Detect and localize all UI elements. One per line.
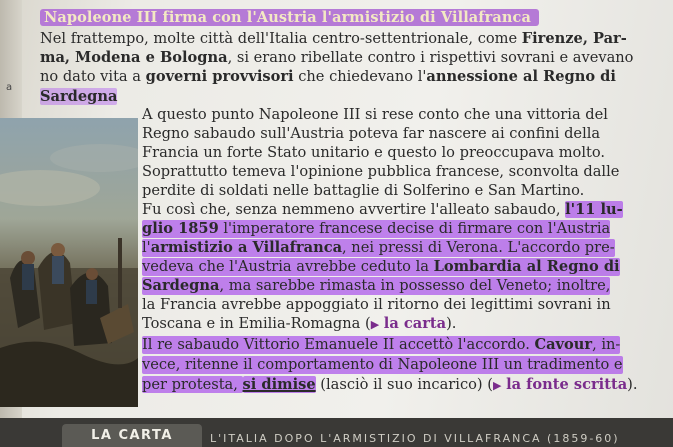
battle-painting [0, 118, 138, 407]
text-bold: Cavour [534, 336, 593, 353]
text-line-5 [142, 106, 608, 124]
text-span: no dato vita a [40, 68, 146, 85]
map-reference-link[interactable]: la carta [383, 315, 447, 332]
source-ref-arrow-icon: ▶ [492, 379, 502, 392]
text-span: , si erano ribellate contro i rispettivi sovrani e avevano [227, 49, 634, 66]
text-line-15 [142, 296, 611, 314]
text-span: , ma sarebbe rimasta in possesso del Veneto; inoltre, [219, 277, 611, 294]
text-span: (lasciò il suo incarico) ( [315, 376, 493, 393]
text-span: Toscana e in Emilia-Romagna ( [142, 315, 371, 332]
text-bold-highlight: l'11 lu- [565, 201, 623, 218]
text-line-7 [142, 144, 605, 162]
text-span: vece, ritenne il comportamento di Napoleone III un tradimento e [142, 356, 623, 373]
text-line-2 [40, 49, 633, 67]
text-line-4 [40, 88, 117, 106]
text-span: per protesta, [142, 376, 243, 393]
text-span: l' [142, 239, 151, 256]
text-span: Regno sabaudo sull'Austria poteva far nascere ai confini della [142, 125, 601, 142]
text-span: Nel frattempo, molte città dell'Italia centro-settentrionale, come [40, 30, 522, 47]
text-span: ). [627, 376, 638, 393]
text-span: Soprattutto temeva l'opinione pubblica francese, sconvolta dalle [142, 163, 620, 180]
text-line-18 [142, 356, 623, 374]
map-section-caption: L'ITALIA DOPO L'ARMISTIZIO DI VILLAFRANCA (1859-60) [210, 432, 620, 445]
text-span: la Francia avrebbe appoggiato il ritorno dei legittimi sovrani in [142, 296, 611, 313]
section-title: Napoleone III firma con l'Austria l'armistizio di Villafranca [40, 9, 539, 26]
text-span: Francia un forte Stato unitario e questo lo preoccupava molto. [142, 144, 606, 161]
text-line-13 [142, 258, 620, 276]
text-bold: ma, Modena e Bologna [40, 49, 228, 66]
text-span: che chiedevano l' [293, 68, 427, 85]
section-title-row [40, 6, 539, 28]
text-line-3 [40, 68, 616, 86]
text-span: Il re sabaudo Vittorio Emanuele II accettò l'accordo. [142, 336, 535, 353]
margin-mark: a [6, 82, 13, 93]
text-span: vedeva che l'Austria avrebbe ceduto la [142, 258, 434, 275]
text-span: , nei pressi di Verona. L'accordo pre- [342, 239, 615, 256]
text-bold: si dimise [242, 376, 316, 393]
text-line-11 [142, 220, 610, 238]
map-ref-arrow-icon: ▶ [370, 318, 380, 331]
text-line-19 [142, 376, 638, 395]
text-span: perdite di soldati nelle battaglie di Solferino e San Martino. [142, 182, 585, 199]
source-reference-link[interactable]: la fonte scritta [506, 376, 628, 393]
text-bold: governi provvisori [145, 68, 294, 85]
text-bold: Lombardia al Regno di [433, 258, 620, 275]
text-line-9 [142, 182, 584, 200]
text-span: Fu così che, senza nemmeno avvertire l'alleato sabaudo, [142, 201, 566, 218]
text-bold: armistizio a Villafranca [150, 239, 343, 256]
text-bold: annessione al Regno di [426, 68, 616, 85]
map-section-tab: LA CARTA [62, 424, 202, 447]
text-line-8 [142, 163, 619, 181]
text-bold: glio 1859 [142, 220, 219, 237]
text-span: ). [446, 315, 457, 332]
text-line-10 [142, 201, 623, 219]
text-bold: Sardegna [40, 88, 118, 105]
text-span: l'imperatore francese decise di firmare con l'Austria [218, 220, 611, 237]
text-line-17 [142, 336, 620, 354]
text-line-14 [142, 277, 610, 295]
text-line-6 [142, 125, 600, 143]
text-span: , in- [592, 336, 621, 353]
text-bold: Sardegna [142, 277, 220, 294]
text-line-16 [142, 315, 456, 334]
text-line-1 [40, 30, 627, 48]
text-span: A questo punto Napoleone III si rese conto che una vittoria del [142, 106, 608, 123]
text-bold: Firenze, Par- [521, 30, 627, 47]
text-line-12 [142, 239, 615, 257]
